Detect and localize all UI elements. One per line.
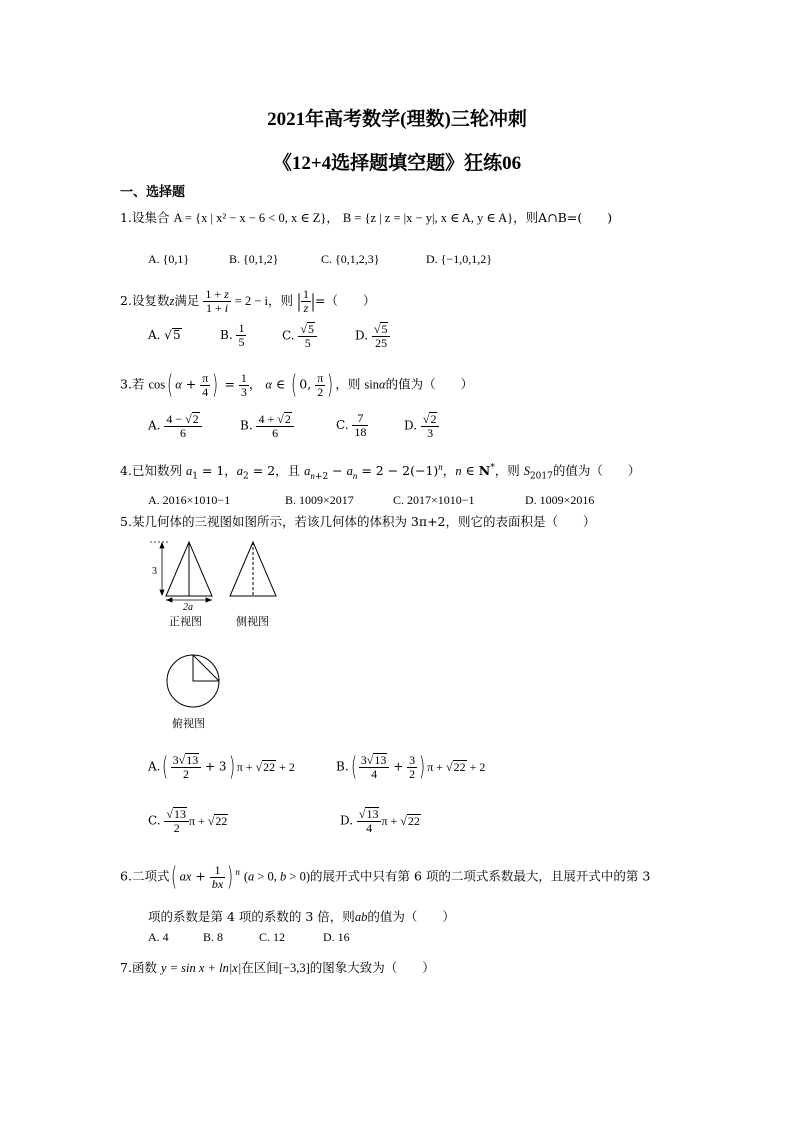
option-d[interactable]: D. $\frac{√2}{3}$ (404, 412, 439, 440)
option-b[interactable]: B. {0,1,2} (229, 252, 279, 266)
formula-set-b: B = {z | z = |x − y|, x ∈ A, y ∈ A} (342, 211, 514, 225)
question-text-tail: 的值为（ ） (367, 909, 455, 924)
separator: ， (326, 210, 339, 225)
question-text: 设复数 (131, 293, 170, 308)
question-number: 1. (120, 210, 132, 225)
question-2: 2.设复数z满足 $\frac{1 + z}{1 + i}$ = 2 − i，则 | $\frac{1}{z}$ |=（ ） (120, 287, 376, 315)
option-b[interactable]: B.( $\frac{3√13}{4}$ + $\frac{3}{2}$ ) π + √22 + 2 (336, 752, 486, 782)
option-c[interactable]: C. $\frac{7}{18}$ (336, 411, 367, 439)
option-a[interactable]: A. {0,1} (148, 252, 190, 266)
option-b[interactable]: B. $\frac{4 + √2}{6}$ (240, 412, 294, 440)
section-heading: 一、选择题 (120, 185, 186, 200)
top-view-figure (163, 653, 225, 711)
question-number: 4. (120, 463, 132, 478)
question-text: 满足 (174, 293, 200, 308)
question-text: 项的系数是第 4 项的系数的 3 倍，则 (148, 909, 355, 924)
option-c[interactable]: C. $\frac{√13}{2}$ π + √22 (148, 807, 228, 835)
side-view-triangle (230, 542, 276, 596)
question-text: 二项式 (131, 868, 170, 884)
question-text: ，则 (494, 463, 520, 478)
question-text: 在区间 (241, 960, 279, 975)
option-a[interactable]: A. √5 (148, 328, 181, 342)
top-view-label: 俯视图 (172, 717, 205, 730)
question-5 (120, 512, 596, 530)
option-c[interactable]: C. 2017×1010−1 (393, 493, 475, 507)
question-text: ，则 (267, 293, 293, 308)
option-a[interactable]: A. 2016×1010−1 (148, 493, 231, 507)
question-text-tail: =（ ） (315, 293, 376, 308)
page-subtitle: 《12+4选择题填空题》狂练06 (272, 153, 522, 174)
option-a[interactable]: A. 4 (148, 930, 169, 944)
question-text: 某几何体的三视图如图所示，若该几何体的体积为 3π+2，则它的表面积是（ ） (131, 514, 596, 529)
question-text: 已知数列 (131, 463, 182, 478)
option-b[interactable]: B. 8 (203, 930, 224, 944)
option-b[interactable]: B. $\frac{1}{5}$ (220, 321, 245, 349)
option-d[interactable]: D. $\frac{√13}{4}$ π + √22 (340, 807, 420, 835)
formula-interval: [−3,3] (278, 961, 310, 975)
question-4: 4.已知数列 $a_1 = 1$，$a_2 = 2$，且 $a_{n+2} - a_n = 2 - 2(-1)^n$，n ∈ N*，则 $S_{2017}$的值为（ ） (120, 461, 641, 482)
question-number: 6. (120, 868, 132, 884)
option-d[interactable]: D. $\frac{√5}{25}$ (355, 322, 390, 350)
question-number: 2. (120, 293, 132, 308)
question-text-tail: 的值为（ ） (385, 376, 474, 392)
option-d[interactable]: D. {−1,0,1,2} (426, 252, 492, 266)
question-text: 设集合 (131, 210, 170, 225)
question-6: 6.二项式( ax + $\frac{1}{bx}$ ) $^n$ (a > 0, b > 0)的展开式中只有第 6 项的二项式系数最大，且展开式中的第 3 (120, 862, 651, 892)
option-d[interactable]: D. 16 (323, 930, 350, 944)
option-c[interactable]: C. {0,1,2,3} (321, 252, 380, 266)
question-text: 函数 (131, 960, 157, 975)
formula-fraction: $\frac{1 + z}{1 + i}$ (205, 287, 229, 315)
question-text: 的展开式中只有第 6 项的二项式系数最大，且展开式中的第 3 (310, 868, 651, 884)
formula-rhs: = 2 − i (234, 294, 268, 308)
front-view-label: 正视图 (169, 615, 202, 628)
option-c[interactable]: C. 12 (259, 930, 286, 944)
option-b[interactable]: B. 1009×2017 (285, 493, 354, 507)
question-text: 若 (131, 376, 145, 392)
question-number: 5. (120, 514, 132, 529)
option-a[interactable]: A. $\frac{4 - √2}{6}$ (148, 412, 202, 440)
question-number: 7. (120, 960, 132, 975)
question-text-tail: ，则A∩B=( ) (513, 210, 613, 225)
height-label: 3 (152, 566, 157, 577)
question-3: 3.若 cos( α + $\frac{\pi}{4}$ ) = $\frac{1}{3}$ ， α ∈ ( 0, $\frac{\pi}{2}$ ) ，则 sinα的值为（ ） (120, 370, 474, 400)
option-d[interactable]: D. 1009×2016 (525, 493, 595, 507)
question-text-tail: 的图象大致为（ ） (309, 960, 435, 975)
front-view-triangle (166, 542, 212, 596)
question-1 (120, 208, 612, 226)
page-title: 2021年高考数学(理数)三轮冲刺 (267, 109, 527, 130)
formula-set-a: A = {x | x² − x − 6 < 0, x ∈ Z} (173, 211, 327, 225)
question-text-tail: 的值为（ ） (552, 463, 641, 478)
question-7 (120, 958, 435, 976)
question-6-cont: 项的系数是第 4 项的系数的 3 倍，则ab的值为（ ） (148, 909, 455, 924)
formula-function: y = sin x + ln|x| (160, 961, 242, 975)
question-text: ，且 (275, 463, 301, 478)
base-label: 2a (183, 602, 193, 613)
side-view-label: 侧视图 (236, 615, 269, 628)
question-number: 3. (120, 376, 132, 392)
option-c[interactable]: C. $\frac{√5}{5}$ (282, 322, 317, 350)
option-a[interactable]: A.( $\frac{3√13}{2}$ + 3) π + √22 + 2 (148, 752, 295, 782)
